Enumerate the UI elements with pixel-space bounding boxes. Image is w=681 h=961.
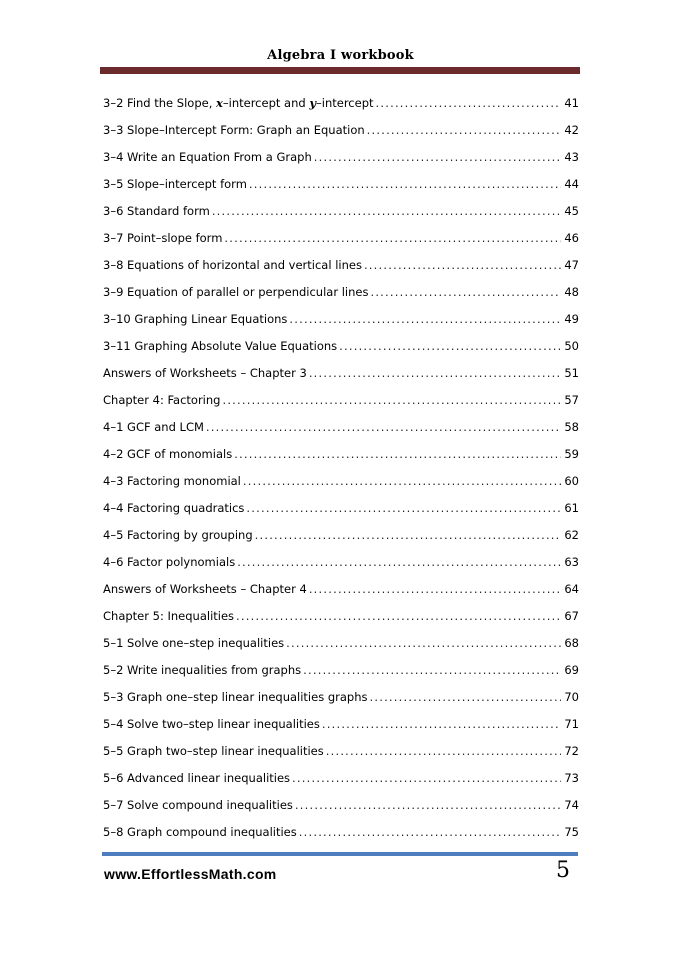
- toc-page-number: 69: [564, 663, 579, 677]
- toc-entry[interactable]: [103, 227, 579, 254]
- toc-page-number: 49: [564, 312, 579, 326]
- toc-entry-label: 4–5 Factoring by grouping: [103, 528, 253, 542]
- toc-entry-label: 3–7 Point–slope form: [103, 231, 223, 245]
- toc-entry[interactable]: [103, 659, 579, 686]
- toc-entry-label: 3–4 Write an Equation From a Graph: [103, 150, 312, 164]
- toc-dot-leader: [246, 497, 561, 519]
- toc-dot-leader: [364, 254, 561, 276]
- toc-page-number: 75: [564, 825, 579, 839]
- toc-page-number: 43: [564, 150, 579, 164]
- toc-page-number: 60: [564, 474, 579, 488]
- toc-entry[interactable]: [103, 605, 579, 632]
- toc-dot-leader: [370, 281, 561, 303]
- toc-page-number: 63: [564, 555, 579, 569]
- toc-entry[interactable]: [103, 713, 579, 740]
- toc-entry[interactable]: [103, 686, 579, 713]
- toc-dot-leader: [339, 335, 561, 357]
- toc-entry-label: 5–7 Solve compound inequalities: [103, 798, 293, 812]
- toc-entry[interactable]: [103, 578, 579, 605]
- toc-entry-label: 5–5 Graph two–step linear inequalities: [103, 744, 324, 758]
- toc-entry[interactable]: [103, 470, 579, 497]
- toc-dot-leader: [292, 767, 561, 789]
- toc-page-number: 47: [564, 258, 579, 272]
- toc-dot-leader: [326, 740, 561, 762]
- toc-dot-leader: [212, 200, 561, 222]
- toc-page-number: 61: [564, 501, 579, 515]
- toc-dot-leader: [255, 524, 561, 546]
- toc-entry-label: 3–6 Standard form: [103, 204, 210, 218]
- toc-dot-leader: [243, 470, 561, 492]
- toc-entry[interactable]: [103, 767, 579, 794]
- toc-entry-label: 3–11 Graphing Absolute Value Equations: [103, 339, 338, 353]
- toc-page-number: 57: [564, 393, 579, 407]
- toc-dot-leader: [234, 443, 561, 465]
- toc-entry-label: 4–4 Factoring quadratics: [103, 501, 245, 515]
- toc-dot-leader: [236, 605, 561, 627]
- toc-dot-leader: [376, 92, 561, 114]
- toc-dot-leader: [289, 308, 561, 330]
- toc-entry-label: 5–2 Write inequalities from graphs: [103, 663, 302, 677]
- toc-entry[interactable]: [103, 119, 579, 146]
- toc-entry[interactable]: [103, 497, 579, 524]
- toc-entry-label: 5–3 Graph one–step linear inequalities graphs: [103, 690, 368, 704]
- toc-entry-label: 3–2 Find the Slope, x–intercept and y–intercept: [103, 96, 374, 110]
- toc-page-number: 68: [564, 636, 579, 650]
- toc-entry-label: Answers of Worksheets – Chapter 3: [103, 366, 307, 380]
- toc-entry[interactable]: [103, 281, 579, 308]
- toc-page-number: 44: [564, 177, 579, 191]
- toc-page-number: 67: [564, 609, 579, 623]
- toc-page-number: 46: [564, 231, 579, 245]
- toc-page-number: 50: [564, 339, 579, 353]
- toc-dot-leader: [367, 119, 561, 141]
- footer-page-number: 5: [556, 858, 570, 883]
- toc-entry[interactable]: [103, 335, 579, 362]
- toc-page-number: 42: [564, 123, 579, 137]
- toc-entry-label: 4–2 GCF of monomials: [103, 447, 233, 461]
- toc-dot-leader: [222, 389, 561, 411]
- toc-entry-label: Chapter 4: Factoring: [103, 393, 221, 407]
- toc-entry[interactable]: [103, 524, 579, 551]
- toc-page-number: 70: [564, 690, 579, 704]
- toc-dot-leader: [309, 578, 561, 600]
- toc-entry-label: 3–8 Equations of horizontal and vertical lines: [103, 258, 362, 272]
- header-divider: [100, 67, 580, 74]
- toc-entry-label: 3–10 Graphing Linear Equations: [103, 312, 288, 326]
- toc-page-number: 73: [564, 771, 579, 785]
- toc-dot-leader: [322, 713, 561, 735]
- toc-entry-label: 4–1 GCF and LCM: [103, 420, 204, 434]
- toc-dot-leader: [224, 227, 561, 249]
- toc-page-number: 59: [564, 447, 579, 461]
- toc-entry-label: 5–4 Solve two–step linear inequalities: [103, 717, 320, 731]
- toc-entry-label: 3–5 Slope–intercept form: [103, 177, 247, 191]
- toc-dot-leader: [370, 686, 562, 708]
- toc-entry[interactable]: [103, 632, 579, 659]
- toc-entry-label: 5–6 Advanced linear inequalities: [103, 771, 291, 785]
- table-of-contents: [103, 92, 579, 848]
- toc-dot-leader: [249, 173, 561, 195]
- toc-entry-label: Answers of Worksheets – Chapter 4: [103, 582, 307, 596]
- toc-entry-label: 3–3 Slope–Intercept Form: Graph an Equation: [103, 123, 365, 137]
- toc-entry[interactable]: [103, 200, 579, 227]
- footer-website-link[interactable]: www.EffortlessMath.com: [104, 866, 277, 882]
- toc-page-number: 71: [564, 717, 579, 731]
- toc-dot-leader: [314, 146, 561, 168]
- page-header-title: Algebra I workbook: [267, 48, 414, 63]
- toc-dot-leader: [286, 632, 561, 654]
- toc-page-number: 51: [564, 366, 579, 380]
- toc-entry[interactable]: [103, 254, 579, 281]
- toc-entry-label: Chapter 5: Inequalities: [103, 609, 235, 623]
- toc-entry[interactable]: [103, 92, 579, 119]
- toc-entry-label: 4–3 Factoring monomial: [103, 474, 241, 488]
- toc-entry[interactable]: [103, 173, 579, 200]
- toc-page-number: 58: [564, 420, 579, 434]
- toc-entry[interactable]: [103, 443, 579, 470]
- toc-entry[interactable]: [103, 308, 579, 335]
- toc-page-number: 74: [564, 798, 579, 812]
- toc-entry-label: 5–8 Graph compound inequalities: [103, 825, 297, 839]
- toc-dot-leader: [206, 416, 561, 438]
- toc-page-number: 64: [564, 582, 579, 596]
- toc-entry-label: 5–1 Solve one–step inequalities: [103, 636, 285, 650]
- toc-dot-leader: [295, 794, 561, 816]
- toc-dot-leader: [299, 821, 561, 843]
- toc-entry[interactable]: [103, 821, 579, 848]
- toc-entry[interactable]: [103, 146, 579, 173]
- toc-entry[interactable]: [103, 551, 579, 578]
- toc-entry-label: 4–6 Factor polynomials: [103, 555, 236, 569]
- toc-page-number: 72: [564, 744, 579, 758]
- toc-dot-leader: [309, 362, 561, 384]
- toc-page-number: 48: [564, 285, 579, 299]
- toc-entry[interactable]: [103, 362, 579, 389]
- toc-entry[interactable]: [103, 794, 579, 821]
- toc-dot-leader: [237, 551, 561, 573]
- toc-entry[interactable]: [103, 416, 579, 443]
- toc-entry[interactable]: [103, 389, 579, 416]
- toc-page-number: 45: [564, 204, 579, 218]
- toc-entry-label: 3–9 Equation of parallel or perpendicular lines: [103, 285, 369, 299]
- toc-dot-leader: [303, 659, 561, 681]
- toc-page-number: 62: [564, 528, 579, 542]
- toc-entry[interactable]: [103, 740, 579, 767]
- toc-page-number: 41: [564, 96, 579, 110]
- footer-divider: [102, 852, 578, 856]
